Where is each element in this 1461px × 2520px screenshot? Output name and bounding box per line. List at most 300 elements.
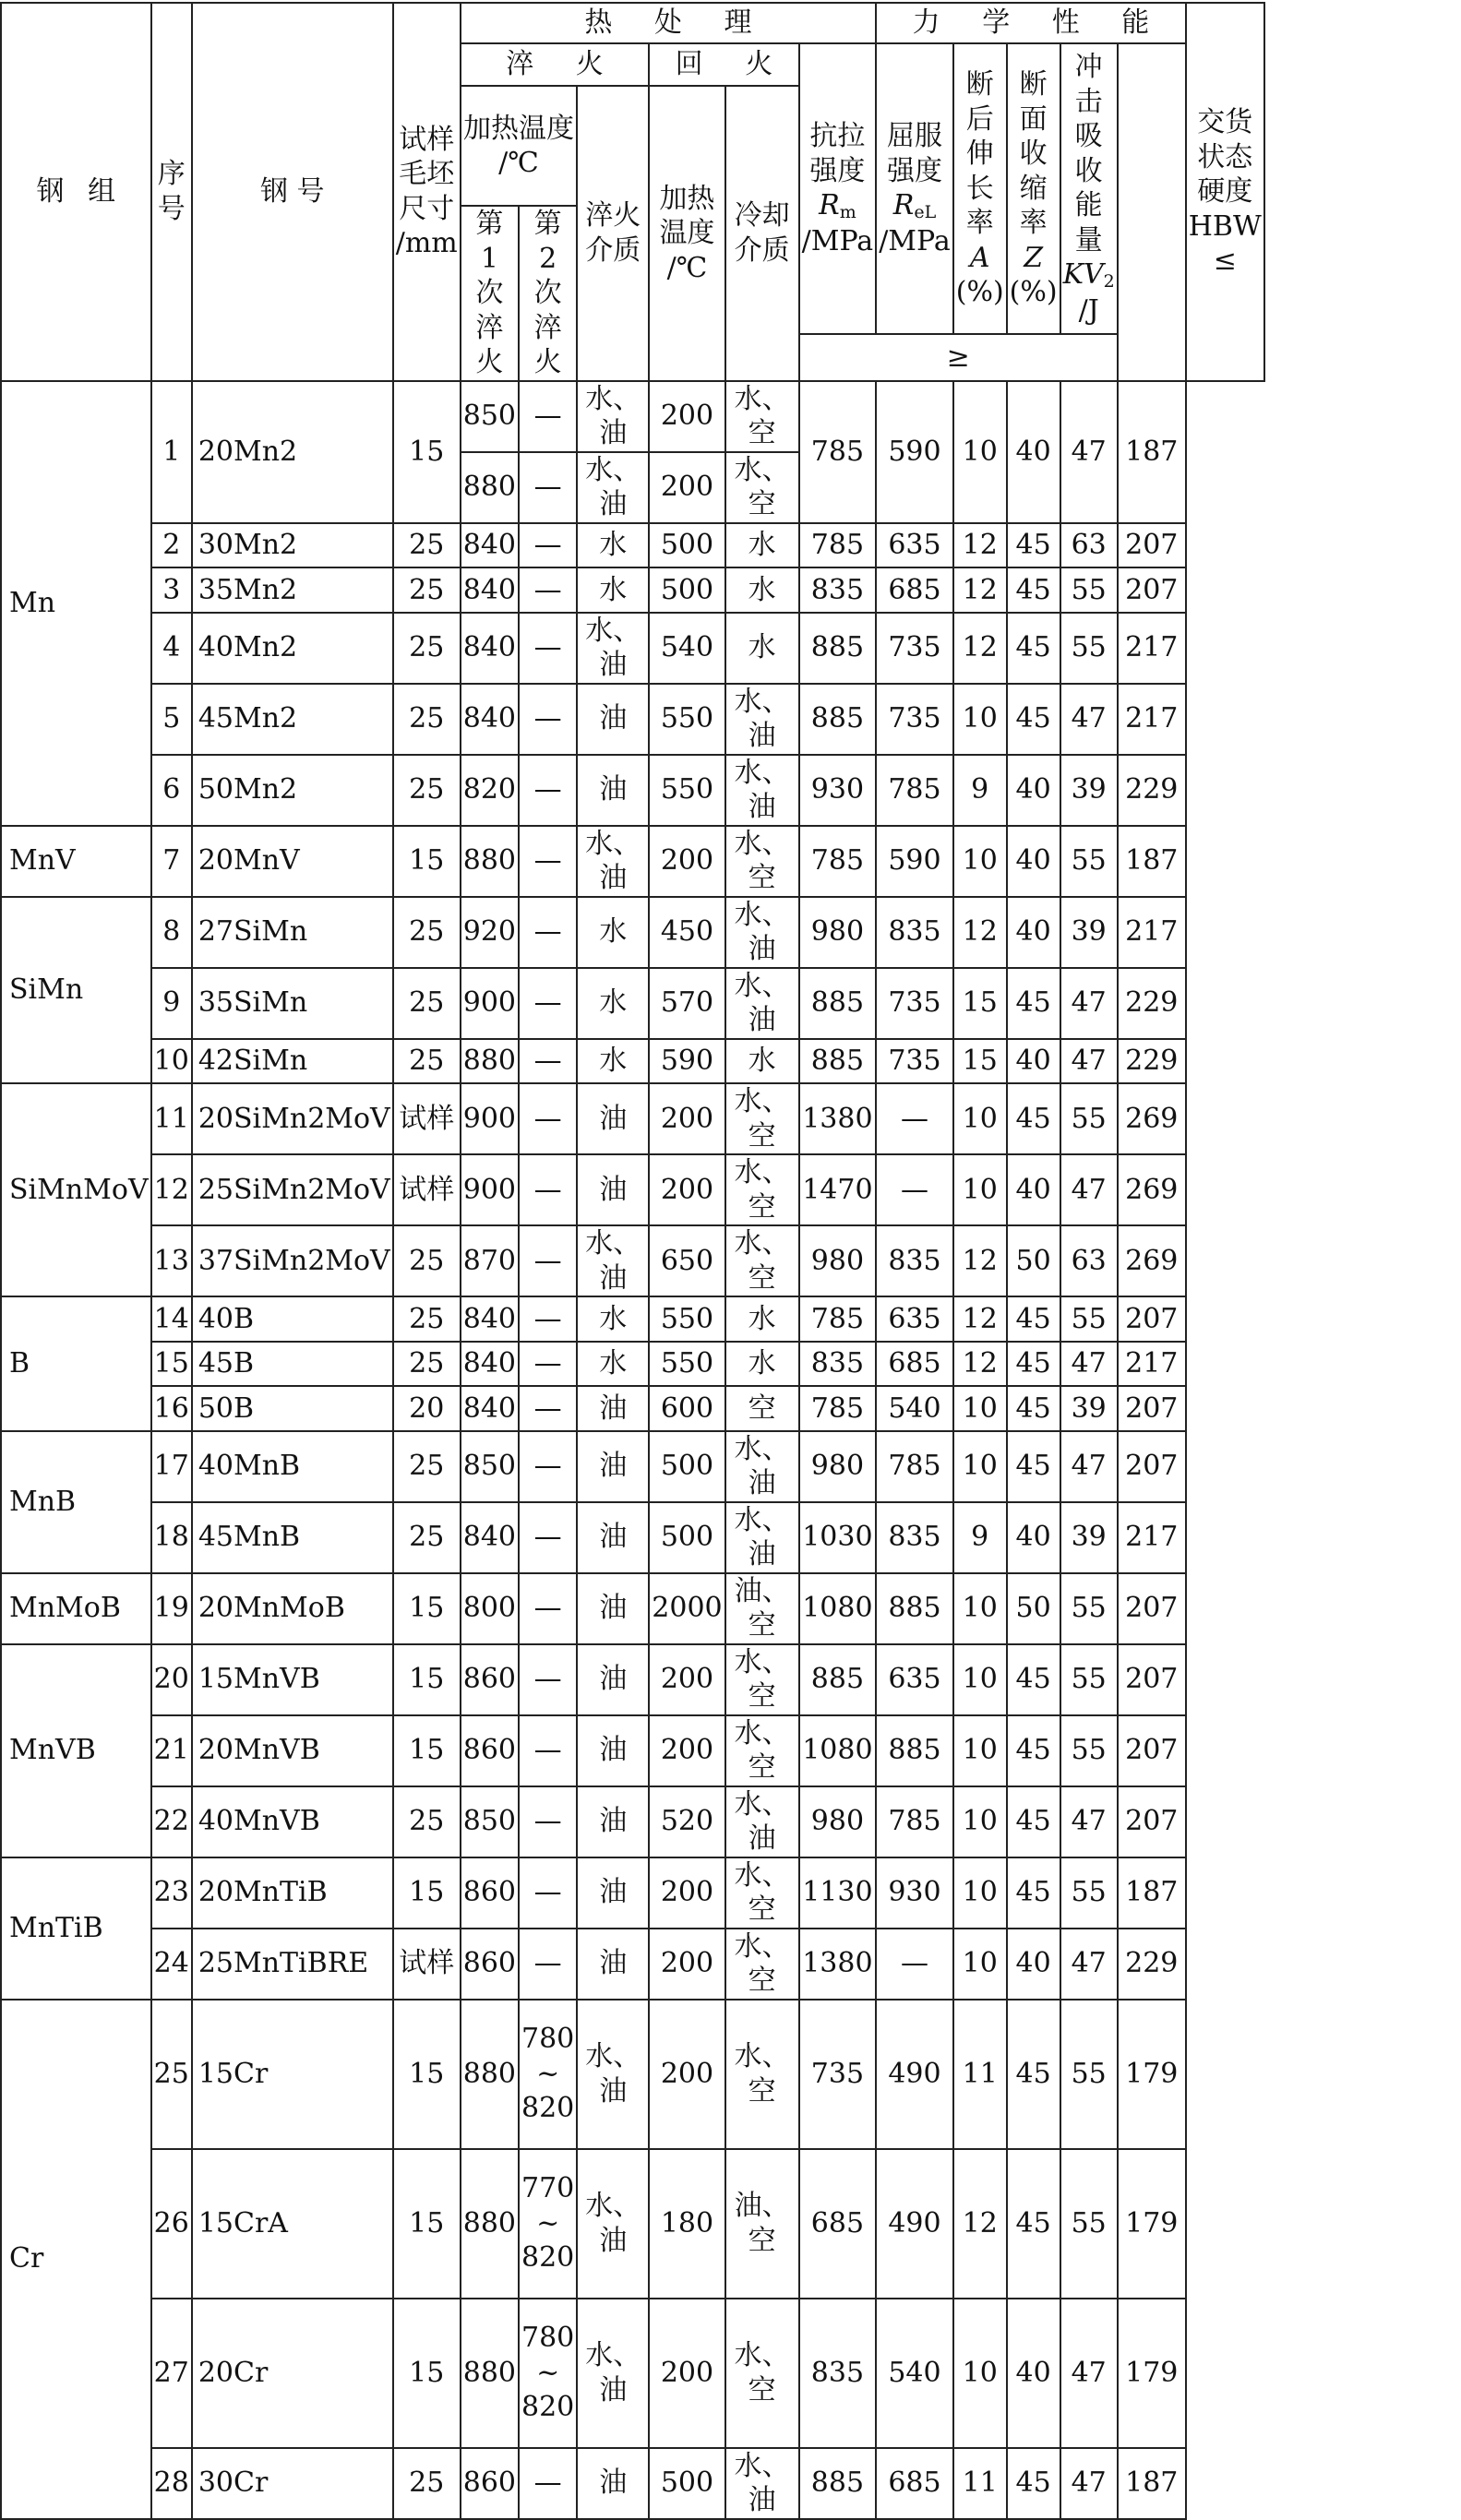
row-quench-2: — xyxy=(519,897,577,968)
row-a: 10 xyxy=(953,1573,1007,1644)
group-cell: SiMnMoV xyxy=(1,1083,151,1296)
row-z: 45 xyxy=(1007,1431,1060,1502)
row-rm: 1130 xyxy=(799,1857,877,1929)
table-row xyxy=(1,826,1264,897)
row-z: 40 xyxy=(1007,826,1060,897)
row-rel: 635 xyxy=(876,1296,953,1342)
row-quench-medium: 油 xyxy=(577,1431,649,1502)
row-temper-temp: 200 xyxy=(649,381,725,452)
row-grade: 20MnTiB xyxy=(192,1857,393,1929)
row-a: 10 xyxy=(953,1786,1007,1857)
group-cell: MnMoB xyxy=(1,1573,151,1644)
row-sample-size: 15 xyxy=(393,1644,461,1715)
row-temper-temp: 650 xyxy=(649,1225,725,1296)
row-z: 45 xyxy=(1007,1644,1060,1715)
header-quench-temp: 加热温度 /℃ xyxy=(461,86,578,206)
row-quench-1: 880 xyxy=(461,452,519,523)
row-quench-1: 880 xyxy=(461,2299,519,2448)
row-z: 45 xyxy=(1007,2448,1060,2519)
row-temper-temp: 550 xyxy=(649,1296,725,1342)
header-quench-2: 第 2 次淬 火 xyxy=(519,206,577,381)
row-a: 12 xyxy=(953,1225,1007,1296)
row-rm: 785 xyxy=(799,1386,877,1431)
row-cool-medium: 水、空 xyxy=(725,1857,799,1929)
row-sample-size: 15 xyxy=(393,1715,461,1786)
row-sample-size: 15 xyxy=(393,381,461,523)
group-cell: B xyxy=(1,1296,151,1431)
row-z: 40 xyxy=(1007,755,1060,826)
row-z: 45 xyxy=(1007,684,1060,755)
row-no: 27 xyxy=(151,2299,192,2448)
row-no: 28 xyxy=(151,2448,192,2519)
row-grade: 37SiMn2MoV xyxy=(192,1225,393,1296)
row-quench-2: — xyxy=(519,1342,577,1387)
row-rel: 685 xyxy=(876,1342,953,1387)
row-cool-medium: 空 xyxy=(725,1386,799,1431)
header-hbw: 交货 状态 硬度 HBW ≤ xyxy=(1186,3,1264,381)
row-kv: 55 xyxy=(1060,613,1118,684)
row-quench-2: — xyxy=(519,567,577,613)
row-grade: 20SiMn2MoV xyxy=(192,1083,393,1154)
table-row xyxy=(1,2149,1264,2299)
row-hbw: 217 xyxy=(1118,1342,1186,1387)
row-grade: 40MnB xyxy=(192,1431,393,1502)
row-kv: 55 xyxy=(1060,826,1118,897)
row-temper-temp: 500 xyxy=(649,523,725,568)
row-a: 11 xyxy=(953,2000,1007,2149)
row-quench-medium: 水、油 xyxy=(577,1225,649,1296)
row-rm: 1380 xyxy=(799,1929,877,2000)
row-a: 10 xyxy=(953,1644,1007,1715)
quench-2-part: 820 xyxy=(521,2391,575,2424)
row-quench-2: — xyxy=(519,1386,577,1431)
row-quench-medium: 油 xyxy=(577,2448,649,2519)
table-row xyxy=(1,1386,1264,1431)
row-quench-1: 860 xyxy=(461,1715,519,1786)
row-a: 12 xyxy=(953,523,1007,568)
row-rel: 590 xyxy=(876,826,953,897)
row-sample-size: 25 xyxy=(393,897,461,968)
row-sample-size: 25 xyxy=(393,1431,461,1502)
row-temper-temp: 540 xyxy=(649,613,725,684)
header-sample-size: 试样 毛坯 尺寸 /mm xyxy=(393,3,461,381)
row-cool-medium: 水、空 xyxy=(725,826,799,897)
row-rel: 590 xyxy=(876,381,953,523)
row-quench-medium: 水 xyxy=(577,968,649,1039)
row-a: 10 xyxy=(953,1083,1007,1154)
row-cool-medium: 水、空 xyxy=(725,2299,799,2448)
row-quench-2: — xyxy=(519,613,577,684)
row-cool-medium: 水、空 xyxy=(725,1225,799,1296)
row-a: 10 xyxy=(953,381,1007,523)
row-kv: 55 xyxy=(1060,1296,1118,1342)
row-quench-medium: 油 xyxy=(577,684,649,755)
row-no: 7 xyxy=(151,826,192,897)
header-heat-treatment: 热 处 理 xyxy=(461,3,876,43)
row-kv: 47 xyxy=(1060,1431,1118,1502)
header-temper: 回 火 xyxy=(649,43,798,86)
row-cool-medium: 水、油 xyxy=(725,968,799,1039)
row-sample-size: 25 xyxy=(393,523,461,568)
row-no: 20 xyxy=(151,1644,192,1715)
row-quench-1: 840 xyxy=(461,523,519,568)
row-cool-medium: 油、空 xyxy=(725,2149,799,2299)
row-temper-temp: 200 xyxy=(649,452,725,523)
row-quench-1: 840 xyxy=(461,684,519,755)
table-row xyxy=(1,684,1264,755)
row-rel: — xyxy=(876,1083,953,1154)
row-a: 12 xyxy=(953,2149,1007,2299)
row-temper-temp: 570 xyxy=(649,968,725,1039)
row-cool-medium: 水、油 xyxy=(725,755,799,826)
row-rm: 785 xyxy=(799,1296,877,1342)
row-quench-2: — xyxy=(519,2448,577,2519)
row-rel: 735 xyxy=(876,1039,953,1084)
row-sample-size: 试样 xyxy=(393,1154,461,1225)
row-z: 45 xyxy=(1007,523,1060,568)
row-kv: 47 xyxy=(1060,684,1118,755)
row-rm: 885 xyxy=(799,968,877,1039)
row-a: 10 xyxy=(953,1857,1007,1929)
row-rm: 785 xyxy=(799,826,877,897)
table-row xyxy=(1,968,1264,1039)
group-cell: MnV xyxy=(1,826,151,897)
row-quench-1: 840 xyxy=(461,1342,519,1387)
row-quench-2: — xyxy=(519,1857,577,1929)
row-cool-medium: 水、油 xyxy=(725,897,799,968)
row-quench-medium: 水、油 xyxy=(577,2000,649,2149)
row-rm: 835 xyxy=(799,2299,877,2448)
row-quench-medium: 油 xyxy=(577,1929,649,2000)
row-quench-2: — xyxy=(519,1296,577,1342)
group-cell: SiMn xyxy=(1,897,151,1084)
row-grade: 40MnVB xyxy=(192,1786,393,1857)
row-cool-medium: 水、空 xyxy=(725,1154,799,1225)
row-no: 3 xyxy=(151,567,192,613)
row-rm: 1030 xyxy=(799,1502,877,1573)
row-quench-medium: 水、油 xyxy=(577,452,649,523)
row-temper-temp: 550 xyxy=(649,755,725,826)
row-hbw: 217 xyxy=(1118,684,1186,755)
row-no: 12 xyxy=(151,1154,192,1225)
row-rm: 835 xyxy=(799,1342,877,1387)
row-quench-1: 860 xyxy=(461,1857,519,1929)
row-kv: 47 xyxy=(1060,1786,1118,1857)
quench-2-part: ~ xyxy=(536,2057,560,2090)
row-kv: 47 xyxy=(1060,1929,1118,2000)
row-quench-2 xyxy=(519,2000,577,2149)
quench-2-part: ~ xyxy=(536,2206,560,2239)
row-no: 14 xyxy=(151,1296,192,1342)
row-rel: 885 xyxy=(876,1573,953,1644)
quench-2-part: 820 xyxy=(521,2241,575,2275)
row-rel: 540 xyxy=(876,2299,953,2448)
row-no: 13 xyxy=(151,1225,192,1296)
header-mechanical: 力 学 性 能 xyxy=(876,3,1186,43)
row-grade: 40Mn2 xyxy=(192,613,393,684)
row-z: 40 xyxy=(1007,1039,1060,1084)
row-hbw: 207 xyxy=(1118,1644,1186,1715)
row-hbw: 187 xyxy=(1118,1857,1186,1929)
row-no: 1 xyxy=(151,381,192,523)
quench-2-part: ~ xyxy=(536,2356,560,2389)
row-quench-medium: 水 xyxy=(577,1296,649,1342)
row-hbw: 207 xyxy=(1118,1386,1186,1431)
row-cool-medium: 水、空 xyxy=(725,1715,799,1786)
row-rm: 885 xyxy=(799,1039,877,1084)
row-kv: 47 xyxy=(1060,968,1118,1039)
row-rm: 885 xyxy=(799,613,877,684)
row-rm: 685 xyxy=(799,2149,877,2299)
row-rm: 980 xyxy=(799,1786,877,1857)
row-sample-size: 20 xyxy=(393,1386,461,1431)
row-cool-medium: 水 xyxy=(725,1039,799,1084)
row-temper-temp: 200 xyxy=(649,1083,725,1154)
row-quench-medium: 水、油 xyxy=(577,826,649,897)
row-z: 45 xyxy=(1007,567,1060,613)
header-kv: 冲击 吸收 能量 $KV_2$ /J xyxy=(1060,43,1118,334)
header-rel: 屈服 强度 $R_{eL}$ /MPa xyxy=(876,43,953,334)
row-kv: 47 xyxy=(1060,381,1118,523)
row-no: 8 xyxy=(151,897,192,968)
row-a: 10 xyxy=(953,1386,1007,1431)
row-cool-medium: 水、油 xyxy=(725,1502,799,1573)
row-sample-size: 25 xyxy=(393,2448,461,2519)
row-temper-temp: 200 xyxy=(649,1857,725,1929)
row-quench-medium: 油 xyxy=(577,1386,649,1431)
row-quench-2: — xyxy=(519,1502,577,1573)
row-rm: 1470 xyxy=(799,1154,877,1225)
row-quench-1: 840 xyxy=(461,1296,519,1342)
row-grade: 40B xyxy=(192,1296,393,1342)
row-no: 15 xyxy=(151,1342,192,1387)
row-sample-size: 25 xyxy=(393,755,461,826)
row-sample-size: 25 xyxy=(393,1786,461,1857)
row-quench-1: 840 xyxy=(461,1386,519,1431)
row-a: 12 xyxy=(953,567,1007,613)
row-a: 10 xyxy=(953,1431,1007,1502)
row-quench-1: 860 xyxy=(461,2448,519,2519)
row-cool-medium: 水、油 xyxy=(725,684,799,755)
row-a: 9 xyxy=(953,755,1007,826)
row-kv: 55 xyxy=(1060,1644,1118,1715)
row-cool-medium: 水、空 xyxy=(725,1083,799,1154)
row-sample-size: 25 xyxy=(393,968,461,1039)
row-quench-1: 820 xyxy=(461,755,519,826)
row-quench-1: 870 xyxy=(461,1225,519,1296)
row-z: 40 xyxy=(1007,897,1060,968)
table-row xyxy=(1,2000,1264,2149)
row-rel: 885 xyxy=(876,1715,953,1786)
row-quench-1: 850 xyxy=(461,1786,519,1857)
header-no: 序 号 xyxy=(151,3,192,381)
row-kv: 63 xyxy=(1060,523,1118,568)
row-kv: 47 xyxy=(1060,2448,1118,2519)
row-z: 45 xyxy=(1007,613,1060,684)
table-row xyxy=(1,1154,1264,1225)
row-hbw: 229 xyxy=(1118,1039,1186,1084)
row-a: 10 xyxy=(953,684,1007,755)
row-z: 45 xyxy=(1007,1386,1060,1431)
row-sample-size: 25 xyxy=(393,684,461,755)
row-rel: 735 xyxy=(876,968,953,1039)
row-no: 4 xyxy=(151,613,192,684)
row-z: 45 xyxy=(1007,1296,1060,1342)
row-temper-temp: 590 xyxy=(649,1039,725,1084)
row-sample-size: 25 xyxy=(393,1502,461,1573)
row-quench-medium: 油 xyxy=(577,1786,649,1857)
row-kv: 39 xyxy=(1060,897,1118,968)
row-grade: 15Cr xyxy=(192,2000,393,2149)
row-a: 10 xyxy=(953,2299,1007,2448)
row-a: 12 xyxy=(953,1342,1007,1387)
row-sample-size: 15 xyxy=(393,826,461,897)
row-rm: 785 xyxy=(799,523,877,568)
row-grade: 50Mn2 xyxy=(192,755,393,826)
header-temper-temp: 加热 温度 /℃ xyxy=(649,86,725,381)
quench-2-part: 820 xyxy=(521,2092,575,2125)
row-sample-size: 15 xyxy=(393,2299,461,2448)
row-grade: 30Cr xyxy=(192,2448,393,2519)
row-z: 50 xyxy=(1007,1225,1060,1296)
row-rel: 785 xyxy=(876,755,953,826)
row-hbw: 269 xyxy=(1118,1225,1186,1296)
row-rel: — xyxy=(876,1154,953,1225)
row-quench-2: — xyxy=(519,684,577,755)
row-kv: 55 xyxy=(1060,2149,1118,2299)
header-z: 断面 收缩 率 Z (%) xyxy=(1007,43,1060,334)
table-row xyxy=(1,1929,1264,2000)
row-rel: 490 xyxy=(876,2149,953,2299)
row-z: 45 xyxy=(1007,2149,1060,2299)
table-row xyxy=(1,613,1264,684)
row-cool-medium: 水、空 xyxy=(725,1929,799,2000)
table-row xyxy=(1,1342,1264,1387)
row-grade: 15MnVB xyxy=(192,1644,393,1715)
row-quench-medium: 水、油 xyxy=(577,2299,649,2448)
row-cool-medium: 水、空 xyxy=(725,381,799,452)
row-cool-medium: 水 xyxy=(725,523,799,568)
row-sample-size: 试样 xyxy=(393,1929,461,2000)
row-no: 24 xyxy=(151,1929,192,2000)
row-z: 50 xyxy=(1007,1573,1060,1644)
row-hbw: 207 xyxy=(1118,1431,1186,1502)
row-grade: 35Mn2 xyxy=(192,567,393,613)
row-rel: 635 xyxy=(876,523,953,568)
row-z: 40 xyxy=(1007,1929,1060,2000)
table-row xyxy=(1,2448,1264,2519)
row-kv: 39 xyxy=(1060,1502,1118,1573)
header-quench-medium: 淬火 介质 xyxy=(577,86,649,381)
table-row xyxy=(1,2299,1264,2448)
row-quench-2 xyxy=(519,2149,577,2299)
row-cool-medium: 水、油 xyxy=(725,1431,799,1502)
row-quench-medium: 油 xyxy=(577,1083,649,1154)
header-min-sign: ≥ xyxy=(799,334,1118,380)
row-sample-size: 15 xyxy=(393,1857,461,1929)
group-cell: Mn xyxy=(1,381,151,826)
row-hbw: 179 xyxy=(1118,2000,1186,2149)
row-quench-medium: 水 xyxy=(577,523,649,568)
row-rel: 785 xyxy=(876,1786,953,1857)
row-temper-temp: 200 xyxy=(649,2299,725,2448)
header-quench-1: 第 1 次淬 火 xyxy=(461,206,519,381)
row-rm: 885 xyxy=(799,684,877,755)
row-grade: 42SiMn xyxy=(192,1039,393,1084)
header-quench: 淬 火 xyxy=(461,43,650,86)
table-row xyxy=(1,1857,1264,1929)
row-a: 12 xyxy=(953,897,1007,968)
row-hbw: 217 xyxy=(1118,1502,1186,1573)
row-quench-2: — xyxy=(519,381,577,452)
row-quench-2: — xyxy=(519,1573,577,1644)
table-row xyxy=(1,1502,1264,1573)
table-row xyxy=(1,1296,1264,1342)
row-temper-temp: 520 xyxy=(649,1786,725,1857)
row-cool-medium: 水、油 xyxy=(725,2448,799,2519)
row-no: 22 xyxy=(151,1786,192,1857)
row-quench-medium: 水 xyxy=(577,1342,649,1387)
row-temper-temp: 200 xyxy=(649,1154,725,1225)
group-cell: MnVB xyxy=(1,1644,151,1857)
row-grade: 45MnB xyxy=(192,1502,393,1573)
row-a: 12 xyxy=(953,613,1007,684)
row-a: 11 xyxy=(953,2448,1007,2519)
row-quench-medium: 油 xyxy=(577,1644,649,1715)
row-quench-2: — xyxy=(519,1929,577,2000)
row-quench-1: 840 xyxy=(461,567,519,613)
row-temper-temp: 600 xyxy=(649,1386,725,1431)
row-quench-medium: 水 xyxy=(577,567,649,613)
row-kv: 55 xyxy=(1060,1715,1118,1786)
row-rel: 735 xyxy=(876,684,953,755)
row-cool-medium: 水 xyxy=(725,1342,799,1387)
row-quench-medium: 水 xyxy=(577,897,649,968)
row-quench-1: 800 xyxy=(461,1573,519,1644)
row-grade: 25MnTiBRE xyxy=(192,1929,393,2000)
row-rel: 835 xyxy=(876,1502,953,1573)
row-hbw: 179 xyxy=(1118,2299,1186,2448)
row-temper-temp: 200 xyxy=(649,1644,725,1715)
row-no: 10 xyxy=(151,1039,192,1084)
row-hbw: 229 xyxy=(1118,968,1186,1039)
row-a: 15 xyxy=(953,968,1007,1039)
row-hbw: 269 xyxy=(1118,1083,1186,1154)
row-a: 9 xyxy=(953,1502,1007,1573)
table-row xyxy=(1,755,1264,826)
row-rm: 835 xyxy=(799,567,877,613)
row-z: 45 xyxy=(1007,1342,1060,1387)
row-temper-temp: 550 xyxy=(649,1342,725,1387)
row-kv: 47 xyxy=(1060,1342,1118,1387)
row-no: 16 xyxy=(151,1386,192,1431)
row-hbw: 179 xyxy=(1118,2149,1186,2299)
row-z: 40 xyxy=(1007,2299,1060,2448)
row-rm: 980 xyxy=(799,897,877,968)
row-kv: 55 xyxy=(1060,1857,1118,1929)
row-hbw: 217 xyxy=(1118,613,1186,684)
row-quench-1: 900 xyxy=(461,968,519,1039)
table-row xyxy=(1,1083,1264,1154)
table-row xyxy=(1,1786,1264,1857)
row-quench-2: — xyxy=(519,452,577,523)
row-grade: 45Mn2 xyxy=(192,684,393,755)
row-quench-medium: 油 xyxy=(577,1502,649,1573)
row-sample-size: 25 xyxy=(393,1225,461,1296)
row-cool-medium: 水 xyxy=(725,613,799,684)
row-z: 45 xyxy=(1007,1715,1060,1786)
row-cool-medium: 水、油 xyxy=(725,1786,799,1857)
